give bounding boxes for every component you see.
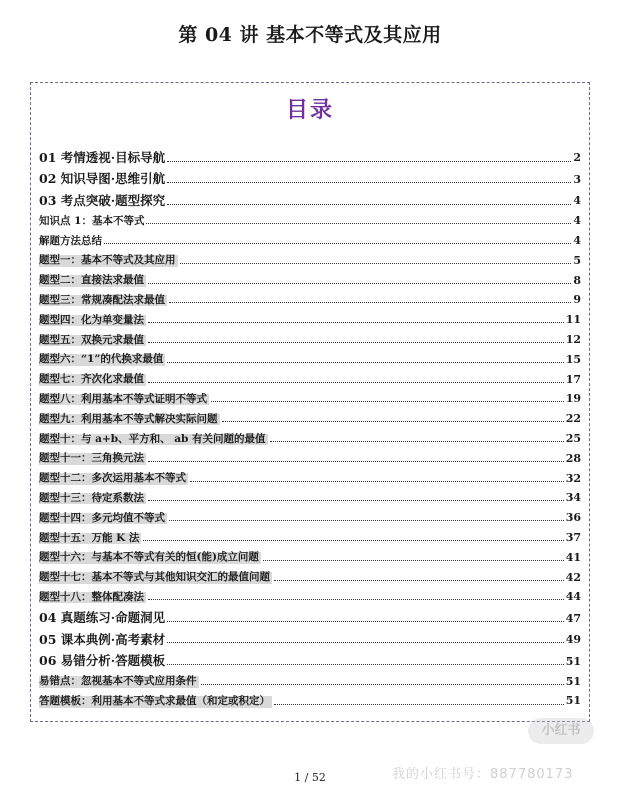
toc-entry-page[interactable]: 19: [565, 392, 581, 406]
toc-entry-page[interactable]: 8: [573, 273, 581, 287]
toc-entry-page[interactable]: 32: [565, 471, 581, 485]
document-title: 第 04 讲 基本不等式及其应用: [178, 24, 442, 46]
toc-leader-dots: [104, 243, 571, 244]
toc-entry-label[interactable]: 题型九：利用基本不等式解决实际问题: [39, 412, 218, 425]
toc-entry-label[interactable]: 题型二：直接法求最值: [39, 274, 144, 287]
toc-entry[interactable]: [39, 584, 581, 604]
toc-entry-page[interactable]: 4: [573, 194, 581, 208]
toc-entry-page[interactable]: 22: [565, 412, 581, 426]
toc-entry-page[interactable]: 4: [573, 214, 581, 228]
table-of-contents: [30, 82, 590, 722]
toc-entry[interactable]: [39, 688, 581, 708]
toc-entry-label[interactable]: 题型十：与 a+b、平方和、 ab 有关问题的最值: [39, 432, 266, 445]
toc-entry-label[interactable]: 题型十七：基本不等式与其他知识交汇的最值问题: [39, 571, 270, 584]
toc-entry-label[interactable]: 题型三：常规凑配法求最值: [39, 293, 165, 306]
toc-entry-label[interactable]: 解题方法总结: [39, 234, 102, 247]
toc-entry-page[interactable]: 34: [565, 491, 581, 505]
toc-entry-page[interactable]: 11: [565, 313, 581, 327]
toc-entry-page[interactable]: 47: [565, 611, 581, 625]
toc-entry-page[interactable]: 15: [565, 352, 581, 366]
toc-entry-page[interactable]: 3: [573, 172, 581, 186]
toc-entry-label[interactable]: 知识点 1：基本不等式: [39, 214, 145, 227]
toc-leader-dots: [167, 621, 564, 622]
toc-leader-dots: [190, 481, 564, 482]
toc-leader-dots: [148, 500, 564, 501]
toc-leader-dots: [167, 182, 571, 183]
toc-leader-dots: [201, 684, 564, 685]
toc-entry-label[interactable]: 题型十六：与基本不等式有关的恒(能)成立问题: [39, 551, 259, 564]
toc-entry[interactable]: [39, 143, 581, 165]
toc-entry[interactable]: [39, 504, 581, 524]
toc-entry-page[interactable]: 44: [565, 590, 581, 604]
toc-entry-page[interactable]: 36: [565, 511, 581, 525]
toc-entry-page[interactable]: 37: [565, 530, 581, 544]
toc-leader-dots: [169, 302, 571, 303]
toc-entry[interactable]: [39, 326, 581, 346]
toc-entry-page[interactable]: 4: [573, 234, 581, 247]
toc-entry[interactable]: [39, 287, 581, 307]
toc-entry-label[interactable]: 答题模板：利用基本不等式求最值（和定或积定）: [39, 694, 270, 707]
toc-entry-label[interactable]: 05 课本典例·高考素材: [39, 631, 166, 647]
toc-leader-dots: [167, 362, 563, 363]
toc-entry-page[interactable]: 25: [565, 431, 581, 445]
watermark-logo: 小红书: [528, 718, 594, 744]
toc-entry-label[interactable]: 题型十五：万能 K 法: [39, 531, 140, 544]
toc-entry-label[interactable]: 题型十三：待定系数法: [39, 491, 144, 504]
toc-entry-page[interactable]: 51: [565, 694, 581, 708]
toc-leader-dots: [222, 421, 564, 422]
toc-entry[interactable]: [39, 524, 581, 544]
toc-leader-dots: [263, 560, 564, 561]
toc-entry[interactable]: [39, 247, 581, 267]
toc-entry[interactable]: [39, 544, 581, 564]
toc-leader-dots: [148, 382, 564, 383]
toc-entry[interactable]: [39, 603, 581, 625]
toc-leader-dots: [148, 322, 564, 323]
toc-entry-label[interactable]: 易错点：忽视基本不等式应用条件: [39, 675, 197, 688]
toc-list: [39, 143, 581, 708]
toc-entry-label[interactable]: 题型八：利用基本不等式证明不等式: [39, 392, 207, 405]
toc-entry-label[interactable]: 04 真题练习·命题洞见: [39, 610, 166, 626]
toc-entry-label[interactable]: 题型十一：三角换元法: [39, 452, 144, 465]
toc-entry-page[interactable]: 2: [573, 151, 581, 165]
toc-heading: 目录: [285, 98, 334, 123]
toc-leader-dots: [169, 520, 564, 521]
toc-entry[interactable]: [39, 306, 581, 326]
toc-entry-page[interactable]: 42: [565, 570, 581, 584]
toc-entry-label[interactable]: 题型十二：多次运用基本不等式: [39, 472, 186, 485]
toc-entry-page[interactable]: 51: [565, 654, 581, 668]
toc-leader-dots: [148, 461, 564, 462]
toc-leader-dots: [270, 441, 564, 442]
toc-leader-dots: [148, 599, 564, 600]
toc-entry[interactable]: [39, 465, 581, 485]
toc-entry[interactable]: [39, 485, 581, 505]
toc-entry[interactable]: [39, 445, 581, 465]
toc-leader-dots: [146, 223, 571, 224]
toc-entry-page[interactable]: 41: [565, 550, 581, 564]
toc-entry[interactable]: [39, 564, 581, 584]
toc-leader-dots: [167, 161, 571, 162]
toc-leader-dots: [211, 401, 564, 402]
toc-leader-dots: [167, 664, 564, 665]
toc-entry-label[interactable]: 02 知识导图·思维引航: [39, 171, 166, 187]
toc-leader-dots: [148, 342, 564, 343]
toc-leader-dots: [167, 204, 571, 205]
toc-entry-page[interactable]: 9: [573, 293, 581, 307]
toc-entry-label[interactable]: 03 考点突破·题型探究: [39, 192, 166, 208]
toc-entry-page[interactable]: 49: [565, 633, 581, 647]
toc-entry[interactable]: [39, 386, 581, 406]
toc-entry-label[interactable]: 题型六：“1”的代换求最值: [39, 353, 164, 366]
toc-entry[interactable]: [39, 625, 581, 647]
toc-entry[interactable]: [39, 668, 581, 688]
toc-entry[interactable]: [39, 267, 581, 287]
watermark-text: 我的小红书号：887780173: [392, 767, 574, 782]
toc-entry-label[interactable]: 题型五：双换元求最值: [39, 333, 144, 346]
toc-leader-dots: [274, 704, 564, 705]
toc-entry[interactable]: [39, 165, 581, 187]
toc-leader-dots: [167, 642, 564, 643]
toc-entry-label[interactable]: 06 易错分析·答题模板: [39, 653, 166, 669]
toc-entry[interactable]: [39, 227, 581, 247]
toc-entry-label[interactable]: 题型十八：整体配凑法: [39, 590, 144, 603]
toc-entry[interactable]: [39, 366, 581, 386]
toc-leader-dots: [148, 283, 571, 284]
toc-entry-label[interactable]: 题型一：基本不等式及其应用: [39, 254, 176, 267]
toc-entry-page[interactable]: 51: [565, 674, 581, 688]
toc-leader-dots: [274, 580, 564, 581]
page-indicator: 1 / 52: [294, 771, 326, 784]
toc-entry[interactable]: [39, 186, 581, 208]
toc-entry-page[interactable]: 28: [565, 451, 581, 465]
toc-leader-dots: [180, 263, 572, 264]
toc-entry-page[interactable]: 12: [565, 332, 581, 346]
toc-entry[interactable]: [39, 405, 581, 425]
toc-entry-label[interactable]: 题型七：齐次化求最值: [39, 373, 144, 386]
toc-entry-page[interactable]: 17: [565, 372, 581, 386]
toc-entry[interactable]: [39, 346, 581, 366]
toc-entry[interactable]: [39, 208, 581, 228]
toc-entry[interactable]: [39, 425, 581, 445]
toc-entry-label[interactable]: 题型四：化为单变量法: [39, 313, 144, 326]
toc-entry-label[interactable]: 01 考情透视·目标导航: [39, 149, 166, 165]
toc-leader-dots: [143, 540, 563, 541]
toc-entry[interactable]: [39, 646, 581, 668]
toc-entry-label[interactable]: 题型十四：多元均值不等式: [39, 511, 165, 524]
toc-entry-page[interactable]: 5: [573, 253, 581, 267]
